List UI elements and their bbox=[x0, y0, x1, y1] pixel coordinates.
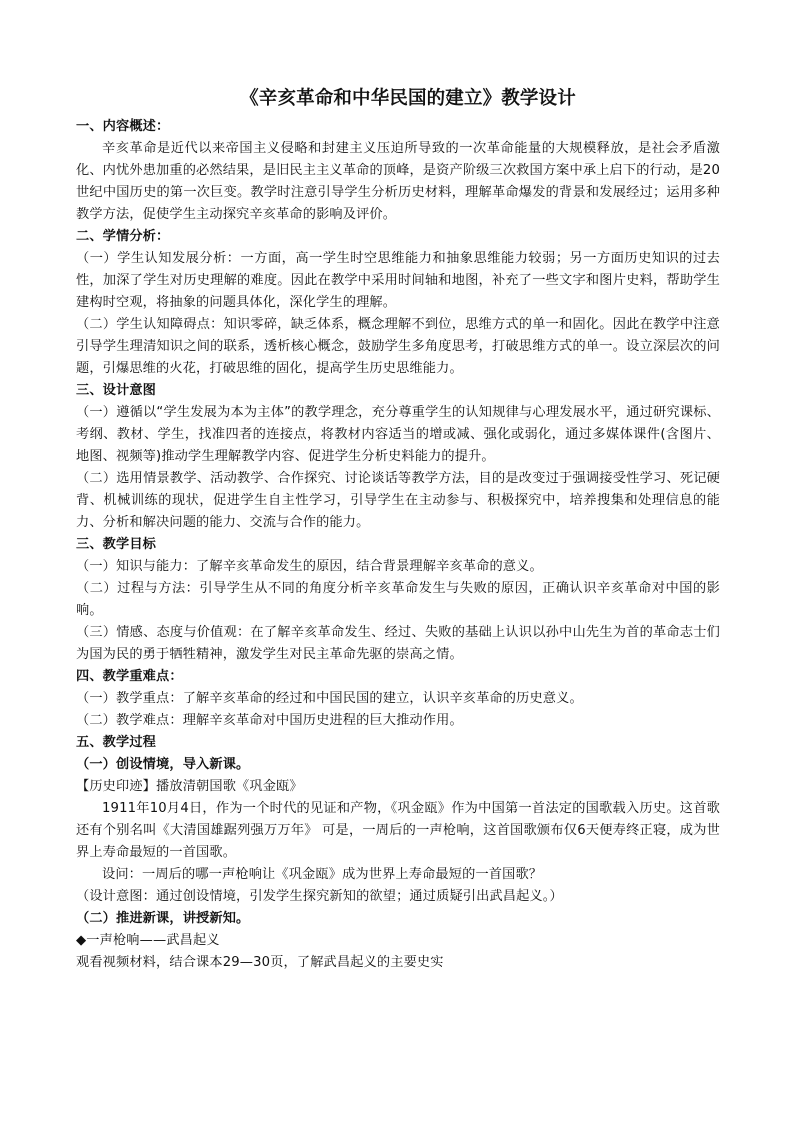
paragraph: （一）知识与能力：了解辛亥革命发生的原因，结合背景理解辛亥革命的意义。 bbox=[76, 559, 543, 574]
paragraph: 观看视频材料，结合课本29—30页，了解武昌起义的主要史实 bbox=[76, 955, 444, 970]
paragraph: （二）学生认知障碍点：知识零碎，缺乏体系，概念理解不到位，思维方式的单一和固化。因此在教学中注意引导学生理清知识之间的联系，透析核心概念，鼓励学生多角度思考，打破思维方式的单一。设立深层次的问题，引爆思维的火花，打破思维的固化，提高学生历史思维能力。 bbox=[76, 317, 720, 376]
section-heading-learner-analysis: 二、学情分析： bbox=[76, 229, 170, 244]
paragraph: （二）教学难点：理解辛亥革命对中国历史进程的巨大推动作用。 bbox=[76, 713, 463, 728]
paragraph: （一）学生认知发展分析：一方面，高一学生时空思维能力和抽象思维能力较弱；另一方面历史知识的过去性，加深了学生对历史理解的难度。因此在教学中采用时间轴和地图，补充了一些文字和图片史料，帮助学生建构时空观，将抽象的问题具体化，深化学生的理解。 bbox=[76, 251, 720, 310]
paragraph: 【历史印迹】播放清朝国歌《巩金瓯》 bbox=[76, 779, 303, 794]
paragraph: 设问：一周后的哪一声枪响让《巩金瓯》成为世界上寿命最短的一首国歌？ bbox=[102, 867, 543, 882]
paragraph: 1911年10月4日，作为一个时代的见证和产物，《巩金瓯》作为中国第一首法定的国歌载入历史。这首歌还有个别名叫《大清国雄踞列强万万年》 可是，一周后的一声枪响，这首国歌颁布仅6天便寿终正寝，成为世界上寿命最短的一首国歌。 bbox=[76, 801, 720, 860]
paragraph: （一）教学重点：了解辛亥革命的经过和中国民国的建立，认识辛亥革命的历史意义。 bbox=[76, 691, 583, 706]
document-page bbox=[76, 84, 720, 974]
section-heading-teaching-process: 五、教学过程 bbox=[76, 735, 157, 750]
document-title: 《辛亥革命和中华民国的建立》教学设计 bbox=[240, 88, 576, 109]
paragraph: （设计意图：通过创设情境，引发学生探究新知的欲望；通过质疑引出武昌起义。） bbox=[76, 889, 563, 904]
section-heading-key-points: 四、教学重难点： bbox=[76, 669, 183, 684]
subsection-heading: （一）创设情境，导入新课。 bbox=[76, 757, 250, 772]
paragraph: 辛亥革命是近代以来帝国主义侵略和封建主义压迫所导致的一次革命能量的大规模释放，是社会矛盾激化、内忧外患加重的必然结果，是旧民主主义革命的顶峰，是资产阶级三次救国方案中承上启下的行动，是20世纪中国历史的第一次巨变。教学时注意引导学生分析历史材料，理解革命爆发的背景和发展经过；运用多种教学方法，促使学生主动探究辛亥革命的影响及评价。 bbox=[76, 141, 720, 222]
section-heading-teaching-goals: 三、教学目标 bbox=[76, 537, 157, 552]
paragraph: （三）情感、态度与价值观：在了解辛亥革命发生、经过、失败的基础上认识以孙中山先生为首的革命志士们为国为民的勇于牺牲精神，激发学生对民主革命先驱的崇高之情。 bbox=[76, 625, 720, 662]
bullet-item: ◆一声枪响——武昌起义 bbox=[76, 933, 220, 948]
section-heading-overview: 一、内容概述： bbox=[76, 119, 170, 134]
paragraph: （二）过程与方法：引导学生从不同的角度分析辛亥革命发生与失败的原因，正确认识辛亥革命对中国的影响。 bbox=[76, 581, 720, 618]
section-heading-design-intent: 三、设计意图 bbox=[76, 383, 157, 398]
paragraph: （一）遵循以“学生发展为本为主体”的教学理念，充分尊重学生的认知规律与心理发展水平，通过研究课标、考纲、教材、学生，找准四者的连接点，将教材内容适当的增或减、强化或弱化，通过多媒体课件(含图片、地图、视频等)推动学生理解教学内容、促进学生分析史料能力的提升。 bbox=[76, 405, 720, 464]
subsection-heading: （二）推进新课，讲授新知。 bbox=[76, 911, 250, 926]
paragraph: （二）选用情景教学、活动教学、合作探究、讨论谈话等教学方法，目的是改变过于强调接受性学习、死记硬背、机械训练的现状，促进学生自主性学习，引导学生在主动参与、积极探究中，培养搜集和处理信息的能力、分析和解决问题的能力、交流与合作的能力。 bbox=[76, 471, 720, 530]
